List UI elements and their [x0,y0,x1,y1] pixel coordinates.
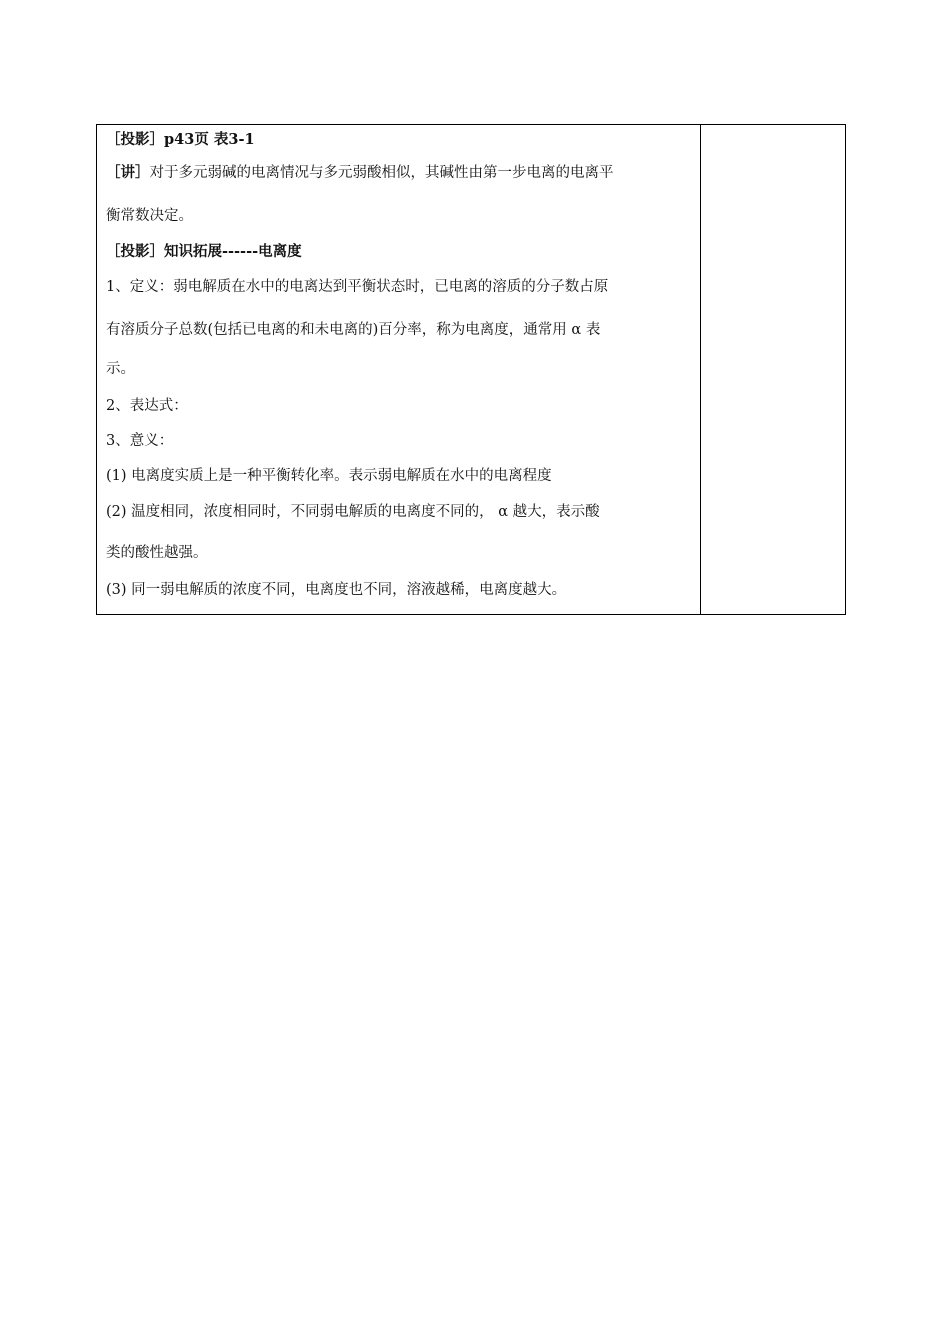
projection-text: p43页 表3-1 [164,131,255,148]
meaning-line: 3、意义： [106,433,174,449]
expression-line: 2、表达式： [106,398,188,414]
meaning-item-2-continuation: 类的酸性越强。 [106,545,208,561]
meaning-item-3: (3) 同一弱电解质的浓度不同，电离度也不同，溶液越稀，电离度越大。 [106,582,567,598]
projection-tag: ［投影］ [106,243,164,260]
lecture-text: 对于多元弱碱的电离情况与多元弱酸相似，其碱性由第一步电离的电离平 [149,165,614,181]
projection-line-1 [106,131,255,149]
meaning-item-1: (1) 电离度实质上是一种平衡转化率。表示弱电解质在水中的电离程度 [106,468,552,484]
meaning-item-2: (2) 温度相同，浓度相同时，不同弱电解质的电离度不同的， α 越大，表示酸 [106,504,600,520]
lecture-continuation: 衡常数决定。 [106,208,193,224]
definition-line-3: 示。 [106,361,135,377]
definition-line-2: 有溶质分子总数(包括已电离的和未电离的)百分率，称为电离度，通常用 α 表 [106,322,601,338]
projection-text: 知识拓展------电离度 [164,243,302,260]
content-cell [97,125,701,614]
lesson-table [96,124,846,615]
lecture-tag: ［讲］ [106,164,150,181]
projection-line-2 [106,243,302,261]
lecture-line [106,164,614,182]
notes-cell [701,125,845,614]
projection-tag: ［投影］ [106,131,164,148]
definition-line-1: 1、定义：弱电解质在水中的电离达到平衡状态时，已电离的溶质的分子数占原 [106,279,609,295]
